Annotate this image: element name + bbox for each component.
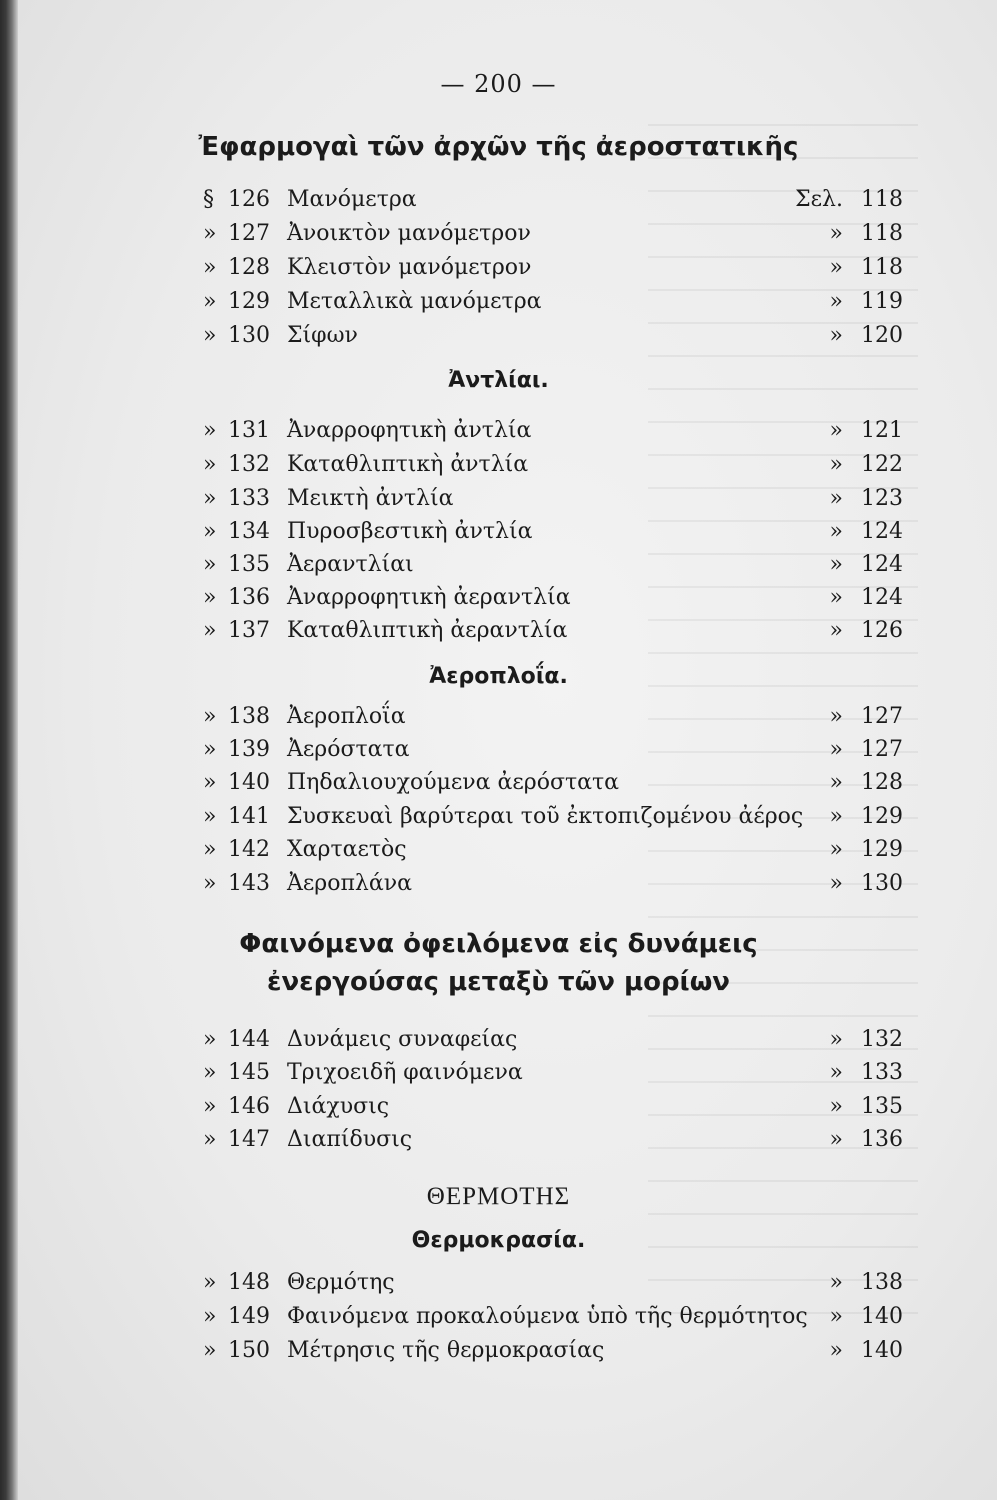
entry-page-mark: » [829,1127,843,1152]
entry-number: 128 [228,255,270,280]
toc-entry [203,285,903,319]
entry-number: 149 [228,1304,270,1329]
entry-page-mark: » [829,1270,843,1295]
entry-number: 134 [228,519,270,544]
entry-page: 130 [861,871,903,896]
entry-page-mark: » [829,618,843,643]
entry-mark: » [203,1027,217,1052]
entry-title: Ἀναρροφητικὴ ἀντλία [287,418,532,443]
entry-page: 132 [861,1027,903,1052]
entry-number: 131 [228,418,270,443]
toc-entry [203,700,903,734]
entry-number: 133 [228,486,270,511]
entry-page-mark: » [829,1027,843,1052]
entry-title: Φαινόμενα προκαλούμενα ὑπὸ τῆς θερμότητος [287,1304,808,1329]
entry-title: Διαπίδυσις [287,1127,413,1152]
entry-number: 135 [228,552,270,577]
entry-page: 118 [861,221,903,246]
entry-title: Ἀνοικτὸν μανόμετρον [287,221,531,246]
toc-entry [203,319,903,353]
entry-title: Ἀεροπλοΐα [287,704,406,729]
entry-title: Πηδαλιουχούμενα ἀερόστατα [287,770,620,795]
entry-mark: » [203,704,217,729]
entry-title: Συσκευαὶ βαρύτεραι τοῦ ἐκτοπιζομένου ἀέρος [287,804,804,829]
toc-entry [203,251,903,285]
entry-page: 129 [861,837,903,862]
toc-entry [203,867,903,901]
entry-page-mark: » [829,1060,843,1085]
entry-number: 147 [228,1127,270,1152]
chapter-heading: ΘΕΡΜΟΤΗΣ [426,1183,571,1210]
toc-entry [203,1300,903,1334]
entry-page: 128 [861,770,903,795]
toc-entry [203,1056,903,1090]
entry-title: Μανόμετρα [287,187,417,212]
section-heading: Θερμοκρασία. [411,1228,586,1253]
entry-title: Μεικτὴ ἀντλία [287,486,454,511]
section-heading: Ἀεροπλοΐα. [429,664,568,689]
entry-page-mark: » [829,519,843,544]
entry-mark: » [203,452,217,477]
entry-mark: » [203,585,217,610]
entry-mark: » [203,418,217,443]
entry-page-mark: » [829,770,843,795]
entry-page-mark: » [829,1338,843,1363]
entry-page-mark: » [829,585,843,610]
toc-entry [203,548,903,582]
entry-number: 127 [228,221,270,246]
entry-number: 146 [228,1094,270,1119]
entry-title: Ἀερόστατα [287,737,410,762]
entry-mark: » [203,1060,217,1085]
entry-mark: » [203,871,217,896]
entry-number: 130 [228,323,270,348]
entry-page: 118 [861,255,903,280]
entry-page-mark: » [829,1094,843,1119]
entry-mark: » [203,255,217,280]
main-heading: Ἐφαρμογαὶ τῶν ἀρχῶν τῆς ἀεροστατικῆς [198,132,799,162]
entry-page-mark: » [829,486,843,511]
entry-number: 148 [228,1270,270,1295]
entry-page-mark: Σελ. [795,187,843,212]
entry-mark: » [203,1127,217,1152]
entry-page: 123 [861,486,903,511]
entry-number: 126 [228,187,270,212]
entry-page-mark: » [829,804,843,829]
entry-page-mark: » [829,255,843,280]
entry-title: Ἀεραντλίαι [287,552,414,577]
entry-page: 140 [861,1304,903,1329]
entry-number: 144 [228,1027,270,1052]
entry-page-mark: » [829,452,843,477]
toc-entry [203,183,903,217]
entry-page-mark: » [829,837,843,862]
entry-mark: » [203,1094,217,1119]
entry-title: Μέτρησις τῆς θερμοκρασίας [287,1338,605,1363]
entry-title: Μεταλλικὰ μανόμετρα [287,289,542,314]
entry-page: 127 [861,737,903,762]
entry-page-mark: » [829,418,843,443]
entry-mark: » [203,1338,217,1363]
toc-entry [203,1266,903,1300]
section-heading-line1: Φαινόμενα ὀφειλόμενα εἰς δυνάμεις [239,929,758,959]
entry-title: Διάχυσις [287,1094,390,1119]
entry-title: Θερμότης [287,1270,395,1295]
entry-page-mark: » [829,221,843,246]
entry-mark: » [203,737,217,762]
toc-entry [203,766,903,800]
toc-entry [203,515,903,549]
entry-number: 139 [228,737,270,762]
entry-mark: » [203,804,217,829]
toc-entry [203,448,903,482]
entry-mark: » [203,552,217,577]
toc-entry [203,1090,903,1124]
entry-page: 129 [861,804,903,829]
entry-page: 124 [861,519,903,544]
entry-number: 136 [228,585,270,610]
toc-entry [203,414,903,448]
toc-entry [203,614,903,648]
entry-page: 136 [861,1127,903,1152]
entry-page: 138 [861,1270,903,1295]
toc-entry [203,217,903,251]
entry-number: 137 [228,618,270,643]
entry-mark: » [203,770,217,795]
entry-title: Καταθλιπτικὴ ἀντλία [287,452,529,477]
entry-number: 132 [228,452,270,477]
entry-page: 124 [861,585,903,610]
entry-page: 140 [861,1338,903,1363]
entry-mark: » [203,323,217,348]
entry-page-mark: » [829,1304,843,1329]
entry-title: Χαρταετὸς [287,837,407,862]
entry-page-mark: » [829,871,843,896]
entry-title: Σίφων [287,323,358,348]
entry-mark: » [203,221,217,246]
entry-title: Ἀναρροφητικὴ ἀεραντλία [287,585,571,610]
page-number: — 200 — [440,70,557,98]
toc-entry [203,1023,903,1057]
entry-number: 141 [228,804,270,829]
entry-title: Ἀεροπλάνα [287,871,412,896]
entry-title: Κλειστὸν μανόμετρον [287,255,532,280]
entry-number: 143 [228,871,270,896]
entry-number: 142 [228,837,270,862]
entry-title: Πυροσβεστικὴ ἀντλία [287,519,533,544]
entry-number: 145 [228,1060,270,1085]
toc-entry [203,581,903,615]
entry-page: 133 [861,1060,903,1085]
entry-page-mark: » [829,552,843,577]
entry-page: 118 [861,187,903,212]
entry-page-mark: » [829,737,843,762]
entry-mark: » [203,618,217,643]
entry-page-mark: » [829,323,843,348]
entry-page: 119 [861,289,903,314]
toc-entry [203,1123,903,1157]
entry-number: 138 [228,704,270,729]
entry-mark: » [203,837,217,862]
toc-entry [203,800,903,834]
entry-mark: » [203,1304,217,1329]
entry-mark: » [203,486,217,511]
entry-number: 129 [228,289,270,314]
entry-page: 124 [861,552,903,577]
entry-mark: » [203,519,217,544]
entry-title: Δυνάμεις συναφείας [287,1027,518,1052]
toc-entry [203,733,903,767]
entry-number: 140 [228,770,270,795]
section-heading-line2: ἐνεργούσας μεταξὺ τῶν μορίων [267,967,730,997]
entry-mark: » [203,289,217,314]
toc-entry [203,833,903,867]
entry-number: 150 [228,1338,270,1363]
toc-entry [203,482,903,516]
entry-page: 120 [861,323,903,348]
section-heading: Ἀντλίαι. [448,368,549,393]
entry-page: 135 [861,1094,903,1119]
book-binding-edge [0,0,18,1500]
toc-entry [203,1334,903,1368]
entry-page: 121 [861,418,903,443]
entry-page-mark: » [829,289,843,314]
entry-title: Τριχοειδῆ φαινόμενα [287,1060,523,1085]
entry-mark: § [203,187,214,212]
entry-page-mark: » [829,704,843,729]
entry-title: Καταθλιπτικὴ ἀεραντλία [287,618,568,643]
entry-page: 122 [861,452,903,477]
entry-page: 126 [861,618,903,643]
entry-page: 127 [861,704,903,729]
entry-mark: » [203,1270,217,1295]
